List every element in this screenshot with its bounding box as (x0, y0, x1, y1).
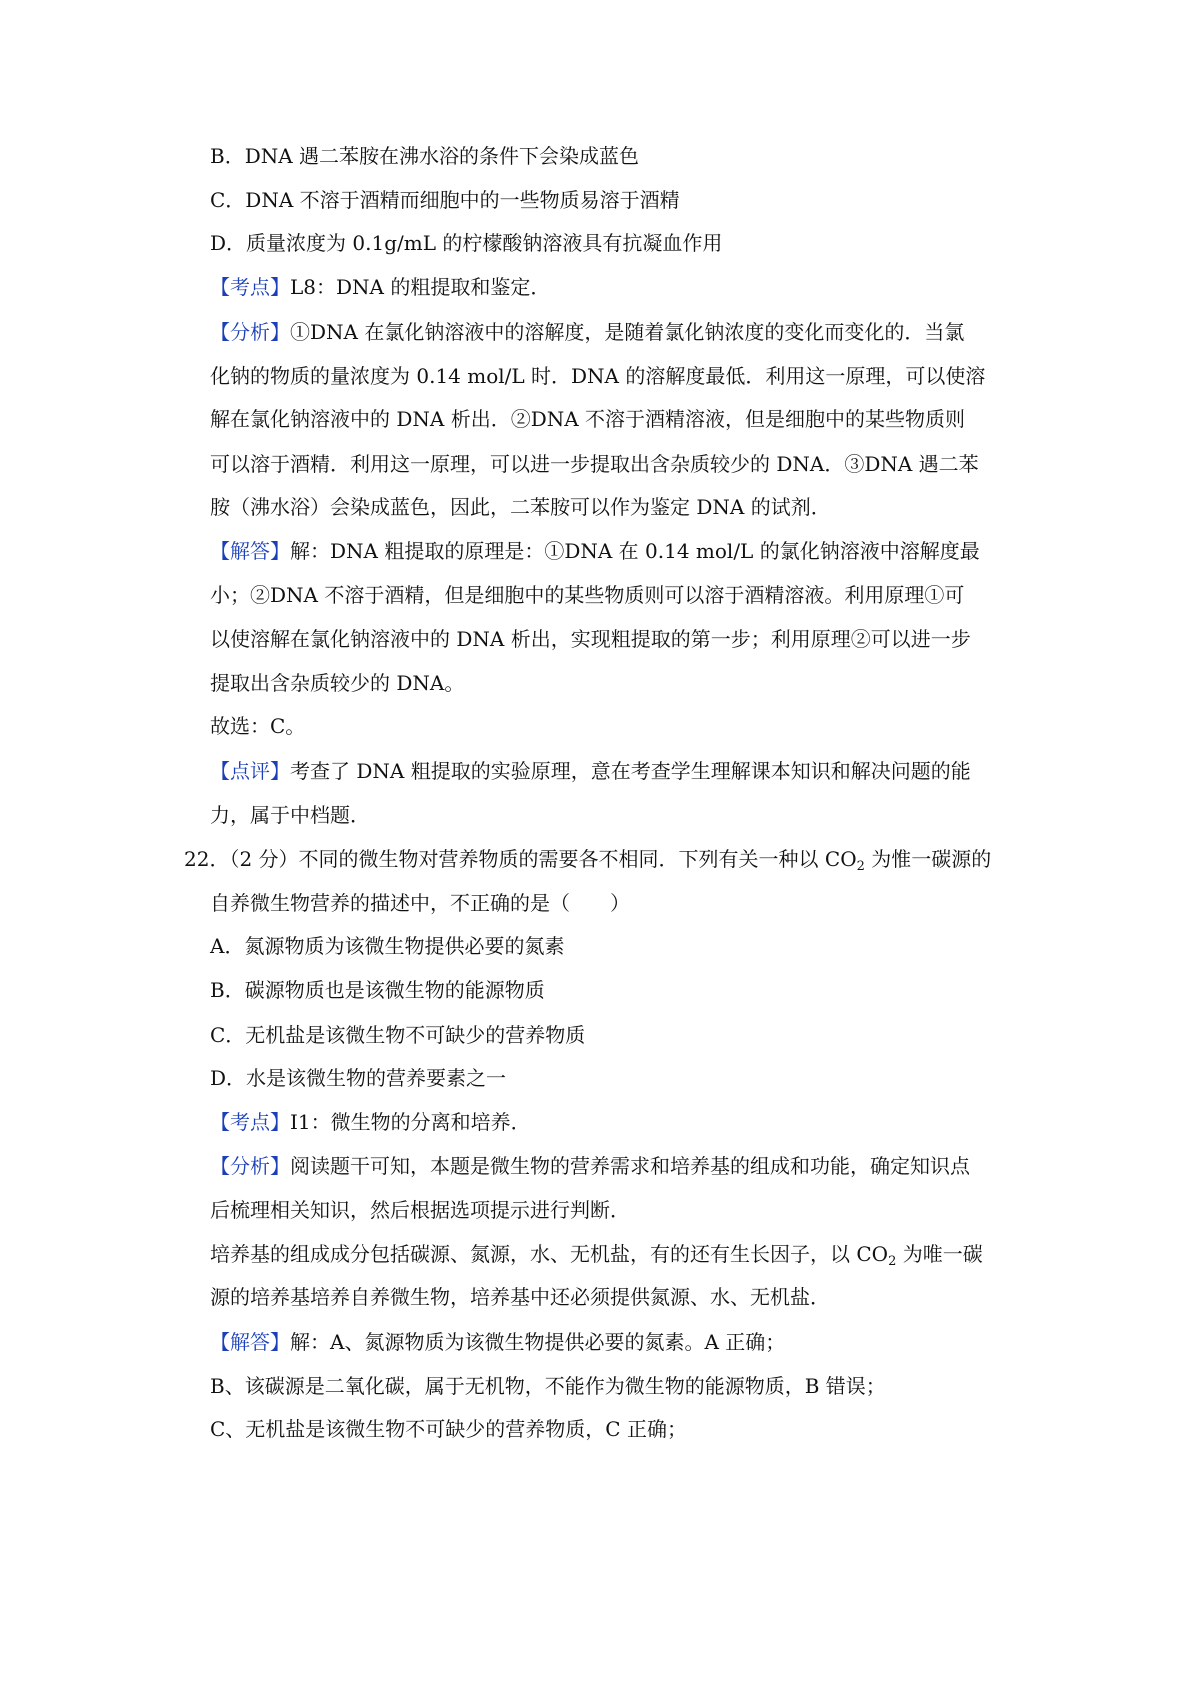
q21-fenxi-line: 化钠的物质的量浓度为 0.14 mol/L 时．DNA 的溶解度最低．利用这一原理，可以使溶 (210, 364, 986, 388)
q22-jieda-line: C、无机盐是该微生物不可缺少的营养物质，C 正确； (210, 1417, 687, 1441)
subscript: 2 (856, 859, 865, 874)
q22-fenxi-line (210, 1240, 983, 1268)
dianping-tag: 【点评】 (210, 759, 290, 783)
q21-fenxi-line: 解在氯化钠溶液中的 DNA 析出．②DNA 不溶于酒精溶液，但是细胞中的某些物质则 (210, 407, 966, 431)
q21-option-c: C．DNA 不溶于酒精而细胞中的一些物质易溶于酒精 (210, 188, 680, 212)
fenxi-text: 培养基的组成成分包括碳源、氮源，水、无机盐，有的还有生长因子，以 CO (210, 1242, 889, 1266)
q22-stem-line (184, 845, 991, 873)
q21-option-b: B．DNA 遇二苯胺在沸水浴的条件下会染成蓝色 (210, 144, 640, 168)
q21-dianping-line: 力，属于中档题． (210, 803, 370, 827)
q21-kaodian (210, 273, 550, 301)
jieda-tag: 【解答】 (210, 1330, 290, 1354)
q22-jieda-line (210, 1328, 785, 1356)
q21-jieda-line: 小；②DNA 不溶于酒精，但是细胞中的某些物质则可以溶于酒精溶液。利用原理①可 (210, 583, 965, 607)
q21-jieda-line: 提取出含杂质较少的 DNA。 (210, 671, 465, 695)
q21-jieda-line (210, 537, 980, 565)
kaodian-text: I1：微生物的分离和培养． (290, 1110, 531, 1134)
dianping-text: 考查了 DNA 粗提取的实验原理，意在考查学生理解课本知识和解决问题的能 (290, 759, 971, 783)
q22-stem-text: 22．（2 分）不同的微生物对营养物质的需要各不相同．下列有关一种以 CO (184, 847, 857, 871)
fenxi-text: ①DNA 在氯化钠溶液中的溶解度，是随着氯化钠浓度的变化而变化的．当氯 (290, 320, 965, 344)
fenxi-tag: 【分析】 (210, 1154, 290, 1178)
kaodian-tag: 【考点】 (210, 275, 290, 299)
jieda-tag: 【解答】 (210, 539, 290, 563)
q21-answer: 故选：C。 (210, 714, 306, 738)
q22-option-b: B．碳源物质也是该微生物的能源物质 (210, 978, 545, 1002)
q22-option-d: D．水是该微生物的营养要素之一 (210, 1066, 507, 1090)
kaodian-text: L8：DNA 的粗提取和鉴定． (290, 275, 551, 299)
q21-fenxi-line: 胺（沸水浴）会染成蓝色，因此，二苯胺可以作为鉴定 DNA 的试剂． (210, 495, 831, 519)
q22-kaodian (210, 1108, 531, 1136)
q21-option-d: D．质量浓度为 0.1g/mL 的柠檬酸钠溶液具有抗凝血作用 (210, 231, 723, 255)
q21-fenxi-line: 可以溶于酒精．利用这一原理，可以进一步提取出含杂质较少的 DNA．③DNA 遇二苯 (210, 452, 979, 476)
fenxi-text: 为唯一碳 (896, 1242, 983, 1266)
q22-option-a: A．氮源物质为该微生物提供必要的氮素 (210, 934, 565, 958)
q22-stem-line: 自养微生物营养的描述中，不正确的是（ ） (210, 891, 630, 915)
jieda-text: 解：DNA 粗提取的原理是：①DNA 在 0.14 mol/L 的氯化钠溶液中溶解度最 (290, 539, 980, 563)
subscript: 2 (888, 1254, 897, 1269)
q22-stem-text: 为惟一碳源的 (864, 847, 992, 871)
fenxi-tag: 【分析】 (210, 320, 290, 344)
jieda-text: 解：A、氮源物质为该微生物提供必要的氮素。A 正确； (290, 1330, 786, 1354)
q22-fenxi-line (210, 1152, 970, 1180)
q22-jieda-line: B、该碳源是二氧化碳，属于无机物，不能作为微生物的能源物质，B 错误； (210, 1374, 886, 1398)
q22-option-c: C．无机盐是该微生物不可缺少的营养物质 (210, 1023, 586, 1047)
q22-fenxi-line: 后梳理相关知识，然后根据选项提示进行判断． (210, 1198, 630, 1222)
q21-jieda-line: 以使溶解在氯化钠溶液中的 DNA 析出，实现粗提取的第一步；利用原理②可以进一步 (210, 627, 971, 651)
q21-fenxi-line (210, 318, 964, 346)
q21-dianping-line (210, 757, 971, 785)
kaodian-tag: 【考点】 (210, 1110, 290, 1134)
q22-fenxi-line: 源的培养基培养自养微生物，培养基中还必须提供氮源、水、无机盐． (210, 1285, 830, 1309)
fenxi-text: 阅读题干可知，本题是微生物的营养需求和培养基的组成和功能，确定知识点 (290, 1154, 970, 1178)
